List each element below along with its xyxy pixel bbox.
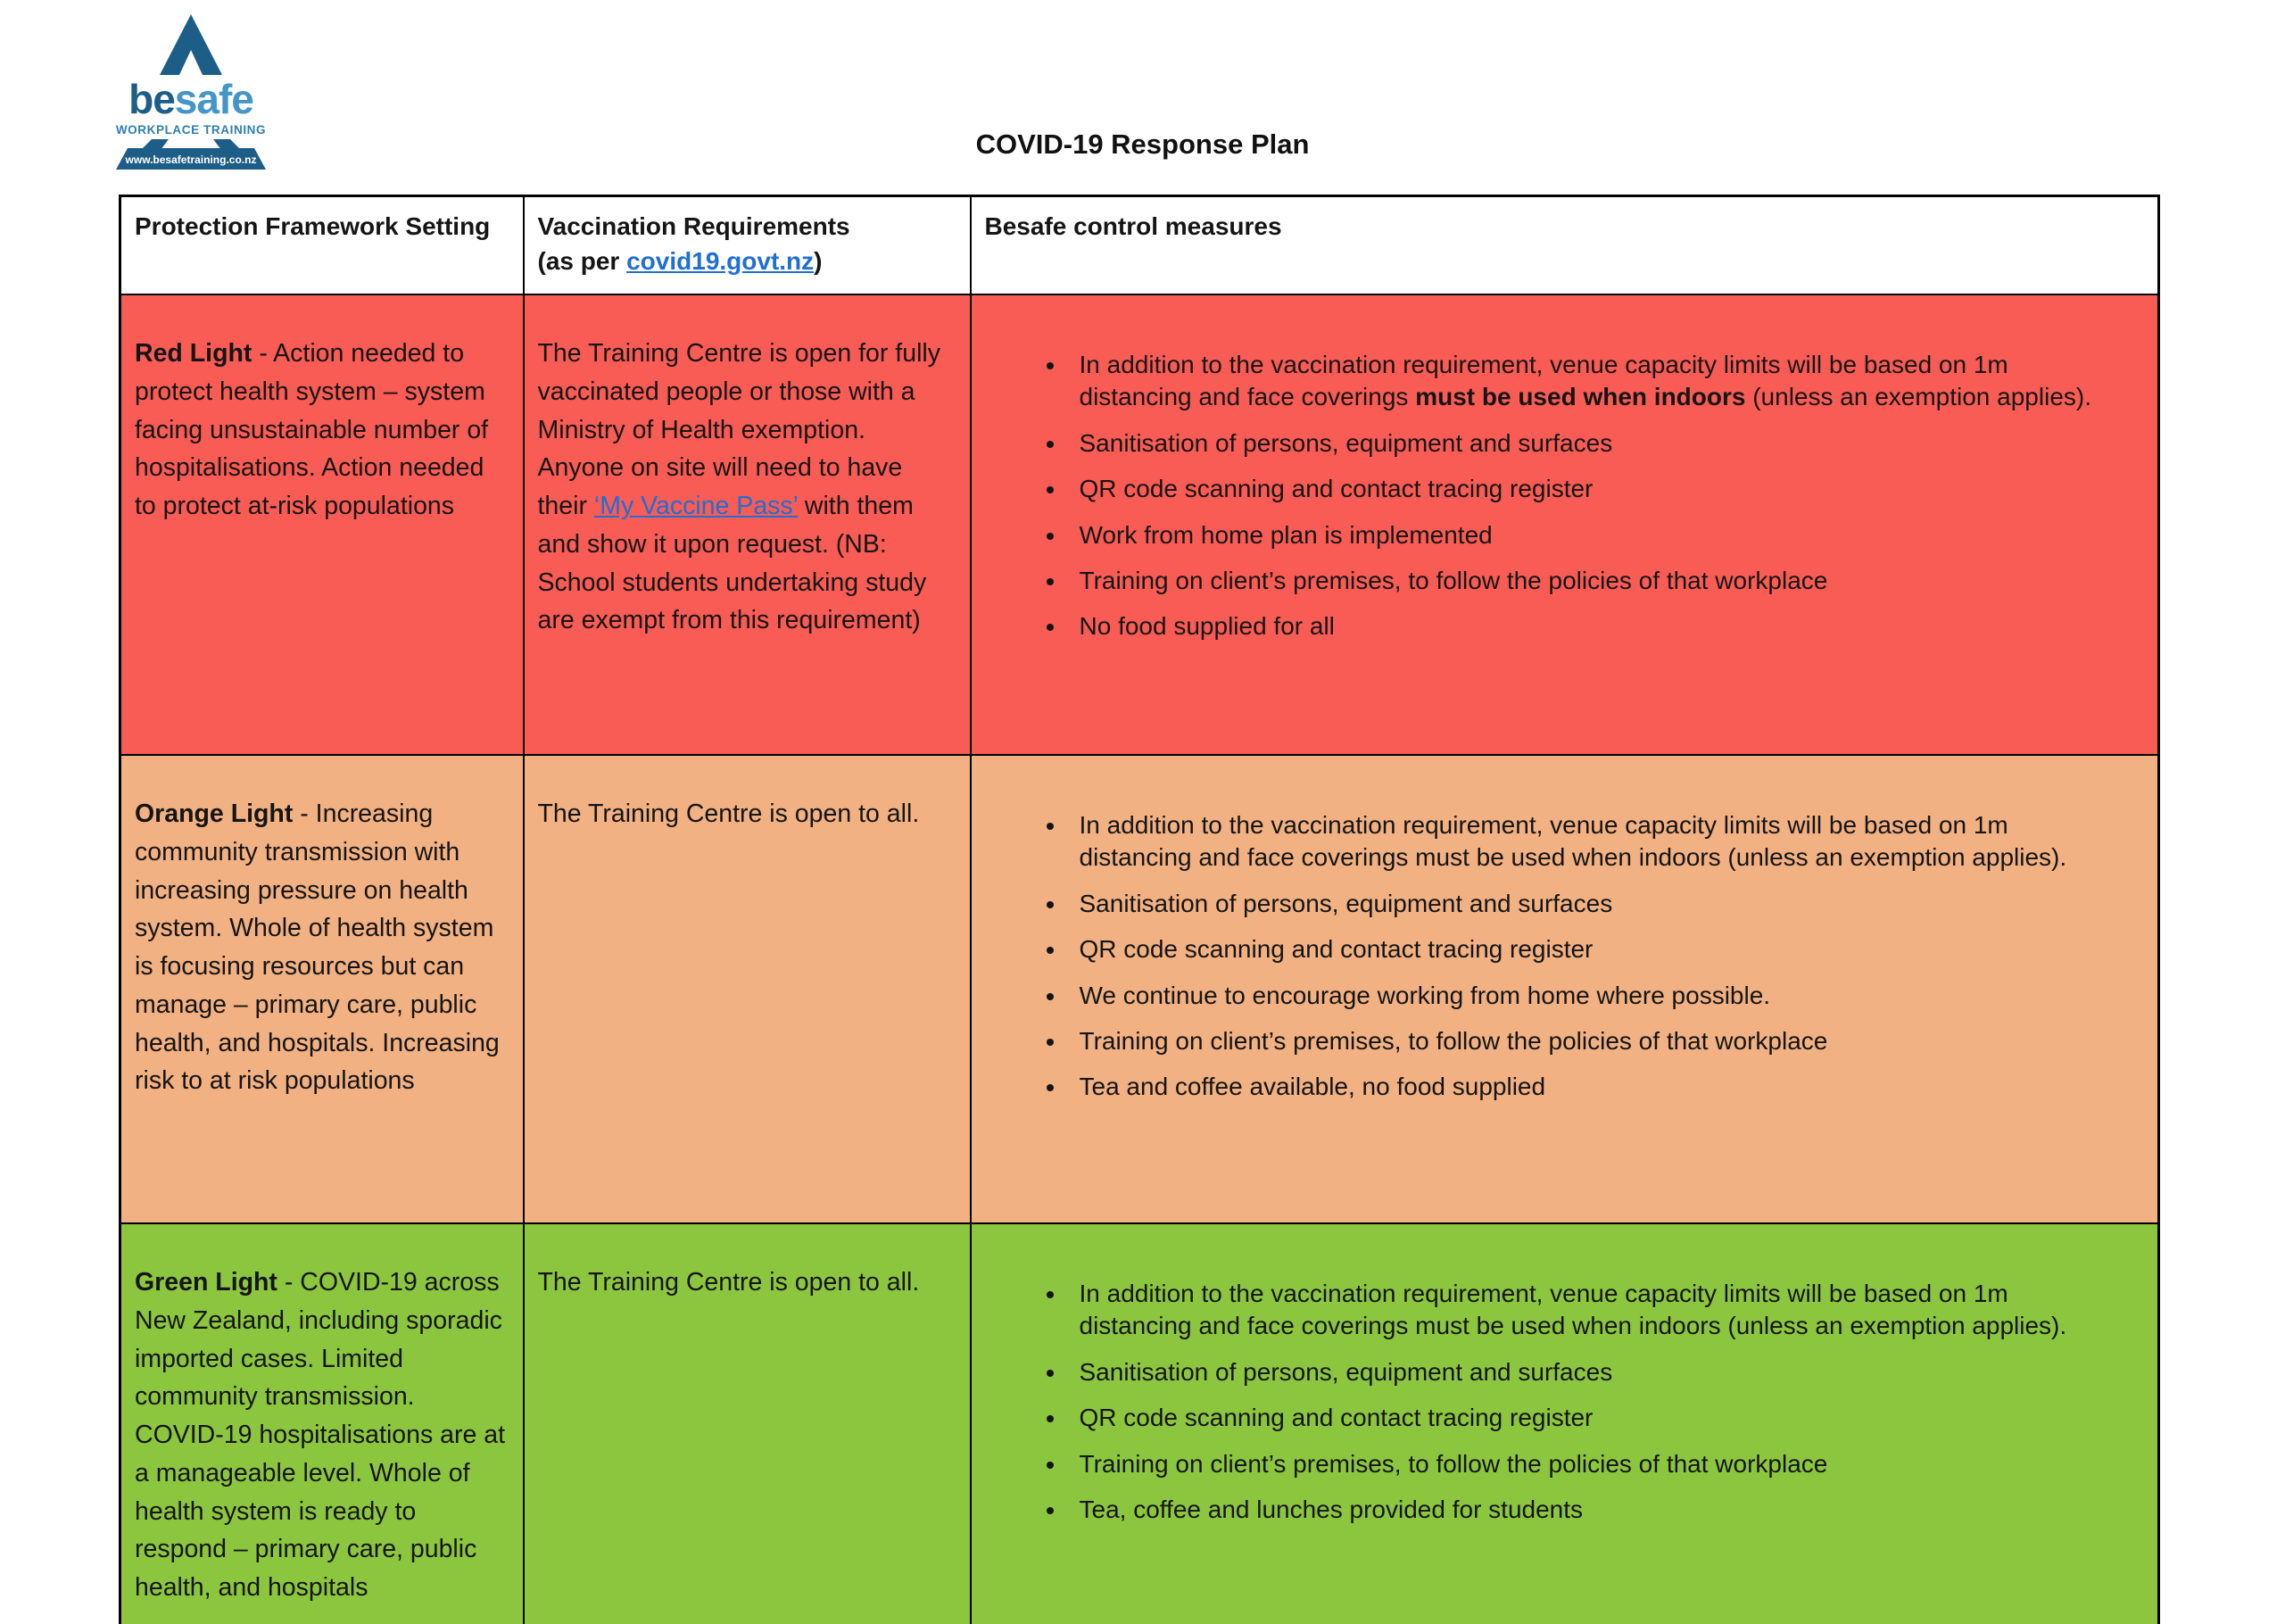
- vaccination-text: The Training Centre is open to all.: [537, 1268, 920, 1297]
- measures-list: [985, 349, 2142, 643]
- vaccination-cell-green: [524, 1223, 971, 1624]
- covid19-govt-link[interactable]: covid19.govt.nz: [626, 246, 815, 275]
- list-item: • Sanitisation of persons, equipment and surfaces: [1067, 888, 2124, 920]
- measures-cell-red: [971, 294, 2159, 755]
- setting-cell-orange: [120, 755, 524, 1223]
- list-item: • Sanitisation of persons, equipment and surfaces: [1067, 1356, 2124, 1388]
- table-row-orange-light: [120, 755, 2159, 1223]
- setting-name-green: Green Light: [135, 1268, 277, 1297]
- my-vaccine-pass-link[interactable]: ‘My Vaccine Pass’: [593, 492, 798, 520]
- list-item: • Training on client’s premises, to follow the policies of that workplace: [1067, 1448, 2124, 1480]
- page-title: COVID-19 Response Plan: [975, 128, 1310, 160]
- vaccination-cell-red: [524, 294, 971, 755]
- list-item: • We continue to encourage working from home where possible.: [1067, 980, 2124, 1012]
- list-item: • In addition to the vaccination requirement, venue capacity limits will be based on 1m distancing and face coverings must be used when indoors (unless an exemption applies).: [1067, 349, 2124, 414]
- setting-name-red: Red Light: [135, 339, 253, 368]
- vaccination-text-post: with them and show it upon request. (NB: School students undertaking study are exempt from this requirement): [537, 492, 927, 635]
- measures-list: [985, 809, 2142, 1104]
- list-item: • Training on client’s premises, to follow the policies of that workplace: [1067, 1025, 2124, 1057]
- list-item: • Tea, coffee and lunches provided for students: [1067, 1494, 2124, 1526]
- setting-desc-green: - COVID-19 across New Zealand, including sporadic imported cases. Limited community transmission. COVID-19 hospitalisations are at a manageable level. Whole of health system is ready to respond – primary care, public health, and hospitals: [135, 1268, 506, 1602]
- table-row-red-light: [120, 294, 2159, 755]
- col-header-besafe-measures: Besafe control measures: [971, 196, 2159, 295]
- list-item: • In addition to the vaccination requirement, venue capacity limits will be based on 1m distancing and face coverings must be used when indoors (unless an exemption applies).: [1067, 1278, 2124, 1343]
- list-item: • Tea and coffee available, no food supplied: [1067, 1071, 2124, 1103]
- list-item: • In addition to the vaccination requirement, venue capacity limits will be based on 1m distancing and face coverings must be used when indoors (unless an exemption applies).: [1067, 809, 2124, 874]
- col-header-protection-framework: Protection Framework Setting: [120, 196, 524, 295]
- header-row: [120, 196, 2159, 295]
- vaccination-text: The Training Centre is open to all.: [537, 800, 920, 828]
- measures-list: [985, 1278, 2142, 1526]
- measures-cell-orange: [971, 755, 2159, 1223]
- vaccination-text-pre: The Training Centre is open for fully vaccinated people or those with a Ministry of Health exemption. Anyone on site will need to have their: [537, 339, 940, 520]
- list-item: • QR code scanning and contact tracing register: [1067, 473, 2124, 505]
- setting-name-orange: Orange Light: [135, 800, 294, 828]
- setting-desc-red: - Action needed to protect health system – system facing unsustainable number of hospitalisations. Action needed to protect at-risk populations: [135, 339, 489, 520]
- list-item: • Work from home plan is implemented: [1067, 519, 2124, 551]
- list-item: • No food supplied for all: [1067, 610, 2124, 642]
- setting-cell-red: [120, 294, 524, 755]
- list-item: • QR code scanning and contact tracing register: [1067, 1402, 2124, 1434]
- logo-wordmark: besafe: [128, 76, 253, 122]
- vaccination-header-line2-post: ): [814, 246, 823, 275]
- table-row-green-light: [120, 1223, 2159, 1624]
- col-header-vaccination-requirements: [524, 196, 971, 295]
- covid-response-table: [119, 195, 2160, 1624]
- vaccination-cell-orange: [524, 755, 971, 1223]
- logo-tagline: WORKPLACE TRAINING: [115, 123, 267, 137]
- vaccination-header-line1: Vaccination Requirements: [537, 212, 850, 240]
- vaccination-header-line2-pre: (as per: [537, 246, 627, 275]
- setting-desc-orange: - Increasing community transmission with increasing pressure on health system. Whole of health system is focusing resources but can manage – primary care, public health, and hospitals. Increasing risk to at risk populations: [135, 800, 500, 1096]
- measures-cell-green: [971, 1223, 2159, 1624]
- list-item: • Training on client’s premises, to follow the policies of that workplace: [1067, 565, 2124, 597]
- list-item: • Sanitisation of persons, equipment and surfaces: [1067, 427, 2124, 460]
- logo-triangle-peak: [160, 14, 222, 75]
- setting-cell-green: [120, 1223, 524, 1624]
- list-item: • QR code scanning and contact tracing register: [1067, 933, 2124, 965]
- logo-url: www.besafetraining.co.nz: [125, 153, 257, 166]
